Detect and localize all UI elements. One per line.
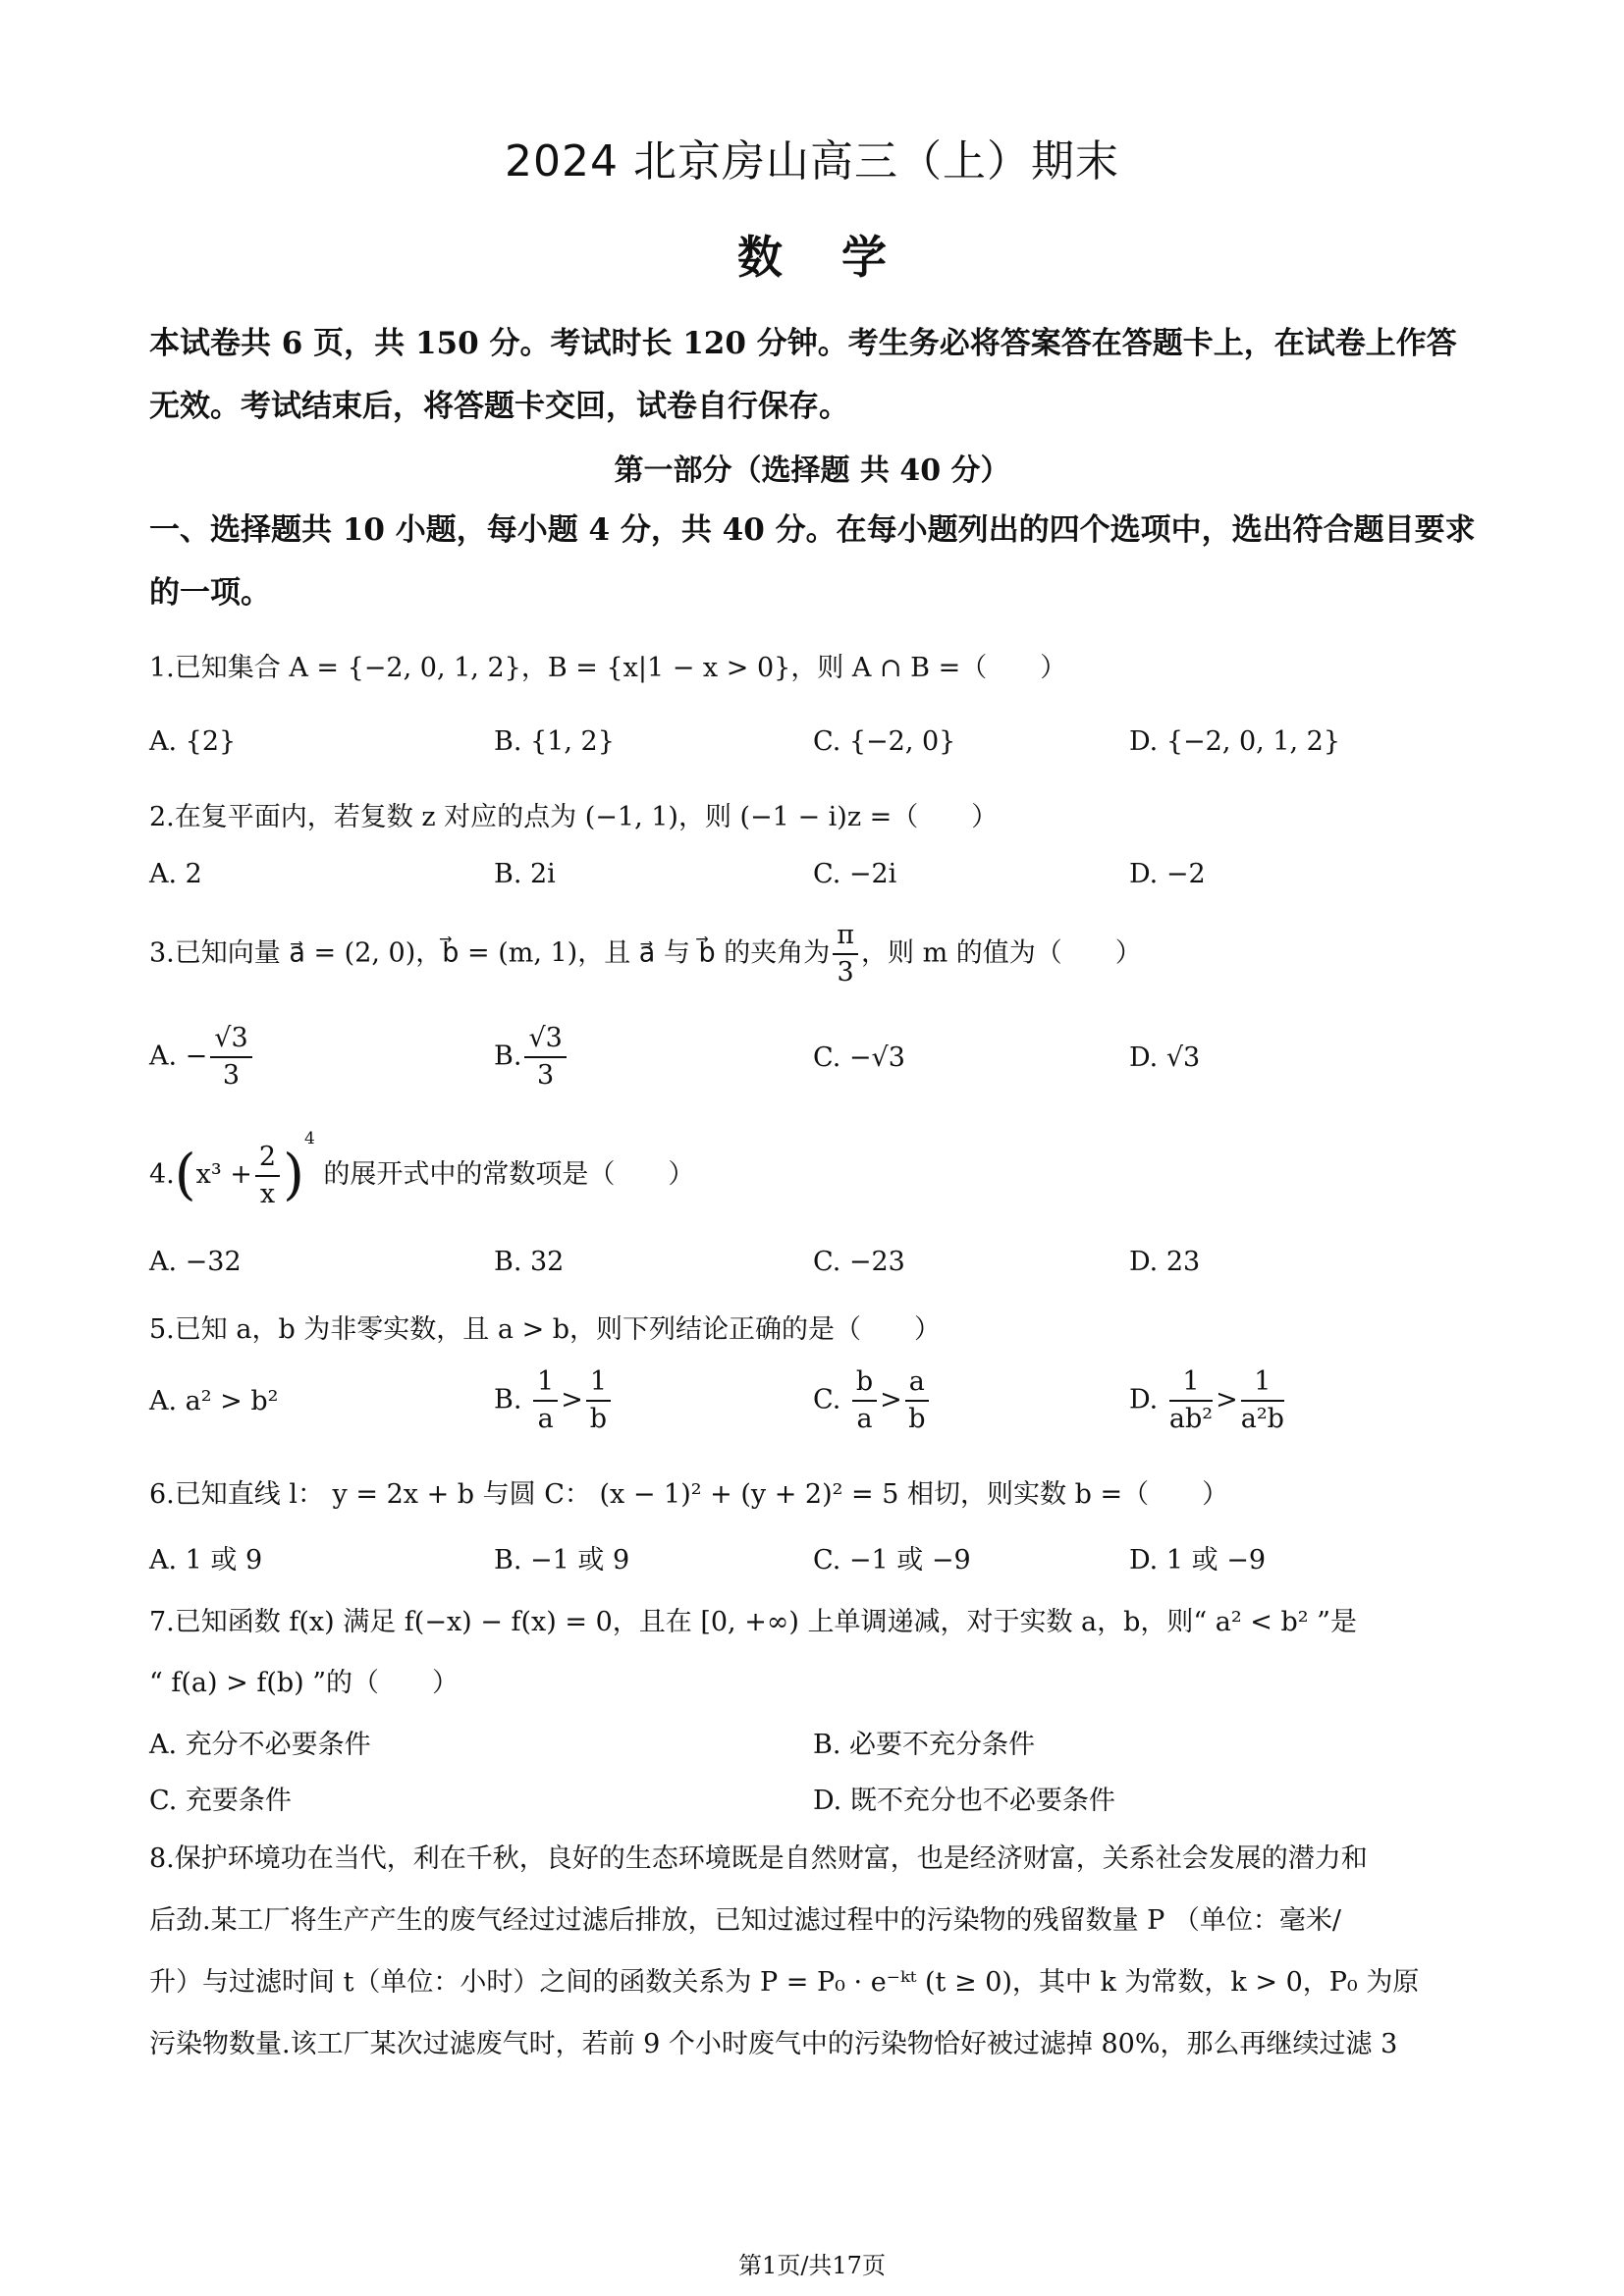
q8-line-4: 污染物数量.该工厂某次过滤废气时，若前 9 个小时废气中的污染物恰好被过滤掉 80%，那么再继续过滤 3	[149, 2029, 1398, 2059]
page-footer: 第1页/共17页	[738, 2252, 886, 2279]
q6-option-a: A. 1 或 9	[149, 1545, 263, 1575]
q3-option-b: B. $\frac{√3}{3}$	[494, 1021, 569, 1094]
q7-option-a: A. 充分不必要条件	[149, 1730, 371, 1760]
q6-option-d: D. 1 或 −9	[1129, 1545, 1266, 1575]
q1-set-a: A = {−2, 0, 1, 2}	[289, 653, 521, 683]
q7-option-d: D. 既不充分也不必要条件	[813, 1786, 1115, 1816]
q3-angle-fraction: $\frac{\pi}{3}$	[833, 918, 858, 990]
q1-option-d: D. {−2, 0, 1, 2}	[1129, 726, 1341, 757]
page-title: 2024 北京房山高三（上）期末	[505, 136, 1119, 187]
q2-option-a: A. 2	[149, 859, 202, 889]
question-7-line-2: “ f(a) > f(b) ”的（ ）	[149, 1668, 460, 1698]
q6-option-b: B. −1 或 9	[494, 1545, 630, 1575]
question-6: 6.已知直线 l： y = 2x + b 与圆 C： (x − 1)² + (y + 2)² = 5 相切，则实数 b =（ ）	[149, 1479, 1229, 1510]
q4-option-d: D. 23	[1129, 1247, 1201, 1277]
q6-option-c: C. −1 或 −9	[813, 1545, 971, 1575]
q4-option-c: C. −23	[813, 1247, 905, 1277]
q7-option-c: C. 充要条件	[149, 1786, 292, 1816]
q8-line-3: 升）与过滤时间 t（单位：小时）之间的函数关系为 P = P₀ · e⁻ᵏᵗ (t ≥ 0)，其中 k 为常数，k > 0，P₀ 为原	[149, 1967, 1420, 1998]
q5-option-b: B. $\frac{1}{a}$ > $\frac{1}{b}$	[494, 1364, 614, 1437]
q8-line-1: 8.保护环境功在当代，利在千秋，良好的生态环境既是自然财富，也是经济财富，关系社会发展的潜力和	[149, 1843, 1368, 1874]
q1-text-c: ，则 A ∩ B =（ ）	[790, 653, 1067, 683]
q4-base: x³ +	[195, 1159, 252, 1190]
q5-option-c: C. $\frac{b}{a}$ > $\frac{a}{b}$	[813, 1364, 932, 1437]
q1-set-b: B = {x|1 − x > 0}	[547, 653, 791, 683]
q2-option-d: D. −2	[1129, 859, 1206, 889]
q5-option-d: D. $\frac{1}{\text{ab²}}$ > $\frac{1}{\text{a²b}}$	[1129, 1366, 1284, 1434]
exam-notice: 本试卷共 6 页，共 150 分。考试时长 120 分钟。考生务必将答案答在答题卡上，在试卷上作答无效。考试结束后，将答题卡交回，试卷自行保存。	[149, 326, 1457, 424]
q1-text-b: ，	[520, 653, 548, 683]
question-3	[149, 918, 1485, 990]
q3-text-a: 3.已知向量 a⃗ = (2, 0)，b⃗ = (m, 1)，且 a⃗ 与 b⃗ 的夹角为	[149, 937, 831, 969]
q1-option-a: A. {2}	[149, 726, 237, 757]
q1-text-a: 1.已知集合	[149, 653, 290, 683]
part-one-instruction: 一、选择题共 10 小题，每小题 4 分，共 40 分。在每小题列出的四个选项中，选出符合题目要求的一项。	[149, 512, 1476, 611]
q3-option-d: D. √3	[1129, 1042, 1201, 1073]
q4-option-b: B. 32	[494, 1247, 565, 1277]
question-1	[149, 646, 1485, 684]
q4-text: 的展开式中的常数项是（ ）	[323, 1159, 695, 1190]
part-one-heading: 第一部分（选择题 共 40 分）	[614, 454, 1010, 488]
q1-option-c: C. {−2, 0}	[813, 726, 956, 757]
question-7-line-1: 7.已知函数 f(x) 满足 f(−x) − f(x) = 0，且在 [0, +∞) 上单调递减，对于实数 a，b，则“ a² < b² ”是	[149, 1607, 1357, 1637]
question-2: 2.在复平面内，若复数 z 对应的点为 (−1, 1)，则 (−1 − i)z =（ ）	[149, 802, 999, 832]
question-8	[149, 1828, 1485, 2075]
subject-heading: 数学	[737, 231, 946, 284]
q2-option-b: B. 2i	[494, 859, 556, 889]
q3-option-a: A. − $\frac{√3}{3}$	[149, 1021, 255, 1094]
q7-option-b: B. 必要不充分条件	[813, 1730, 1036, 1760]
q3-option-c: C. −√3	[813, 1042, 905, 1073]
q8-line-2: 后劲.某工厂将生产产生的废气经过过滤后排放，已知过滤过程中的污染物的残留数量 P （单位：毫米/	[149, 1905, 1342, 1936]
q1-option-b: B. {1, 2}	[494, 726, 615, 757]
q3-text-b: ，则 m 的值为（ ）	[860, 937, 1142, 969]
q4-option-a: A. −32	[149, 1247, 242, 1277]
question-5: 5.已知 a，b 为非零实数，且 a > b，则下列结论正确的是（ ）	[149, 1314, 942, 1345]
q5-option-a: A. a² > b²	[149, 1386, 279, 1416]
q4-power: 4	[303, 1129, 315, 1148]
q2-option-c: C. −2i	[813, 859, 897, 889]
question-4: 4.(x³ + $\frac{2}{x}$ )$^4$ 的展开式中的常数项是（ ）	[149, 1129, 695, 1209]
